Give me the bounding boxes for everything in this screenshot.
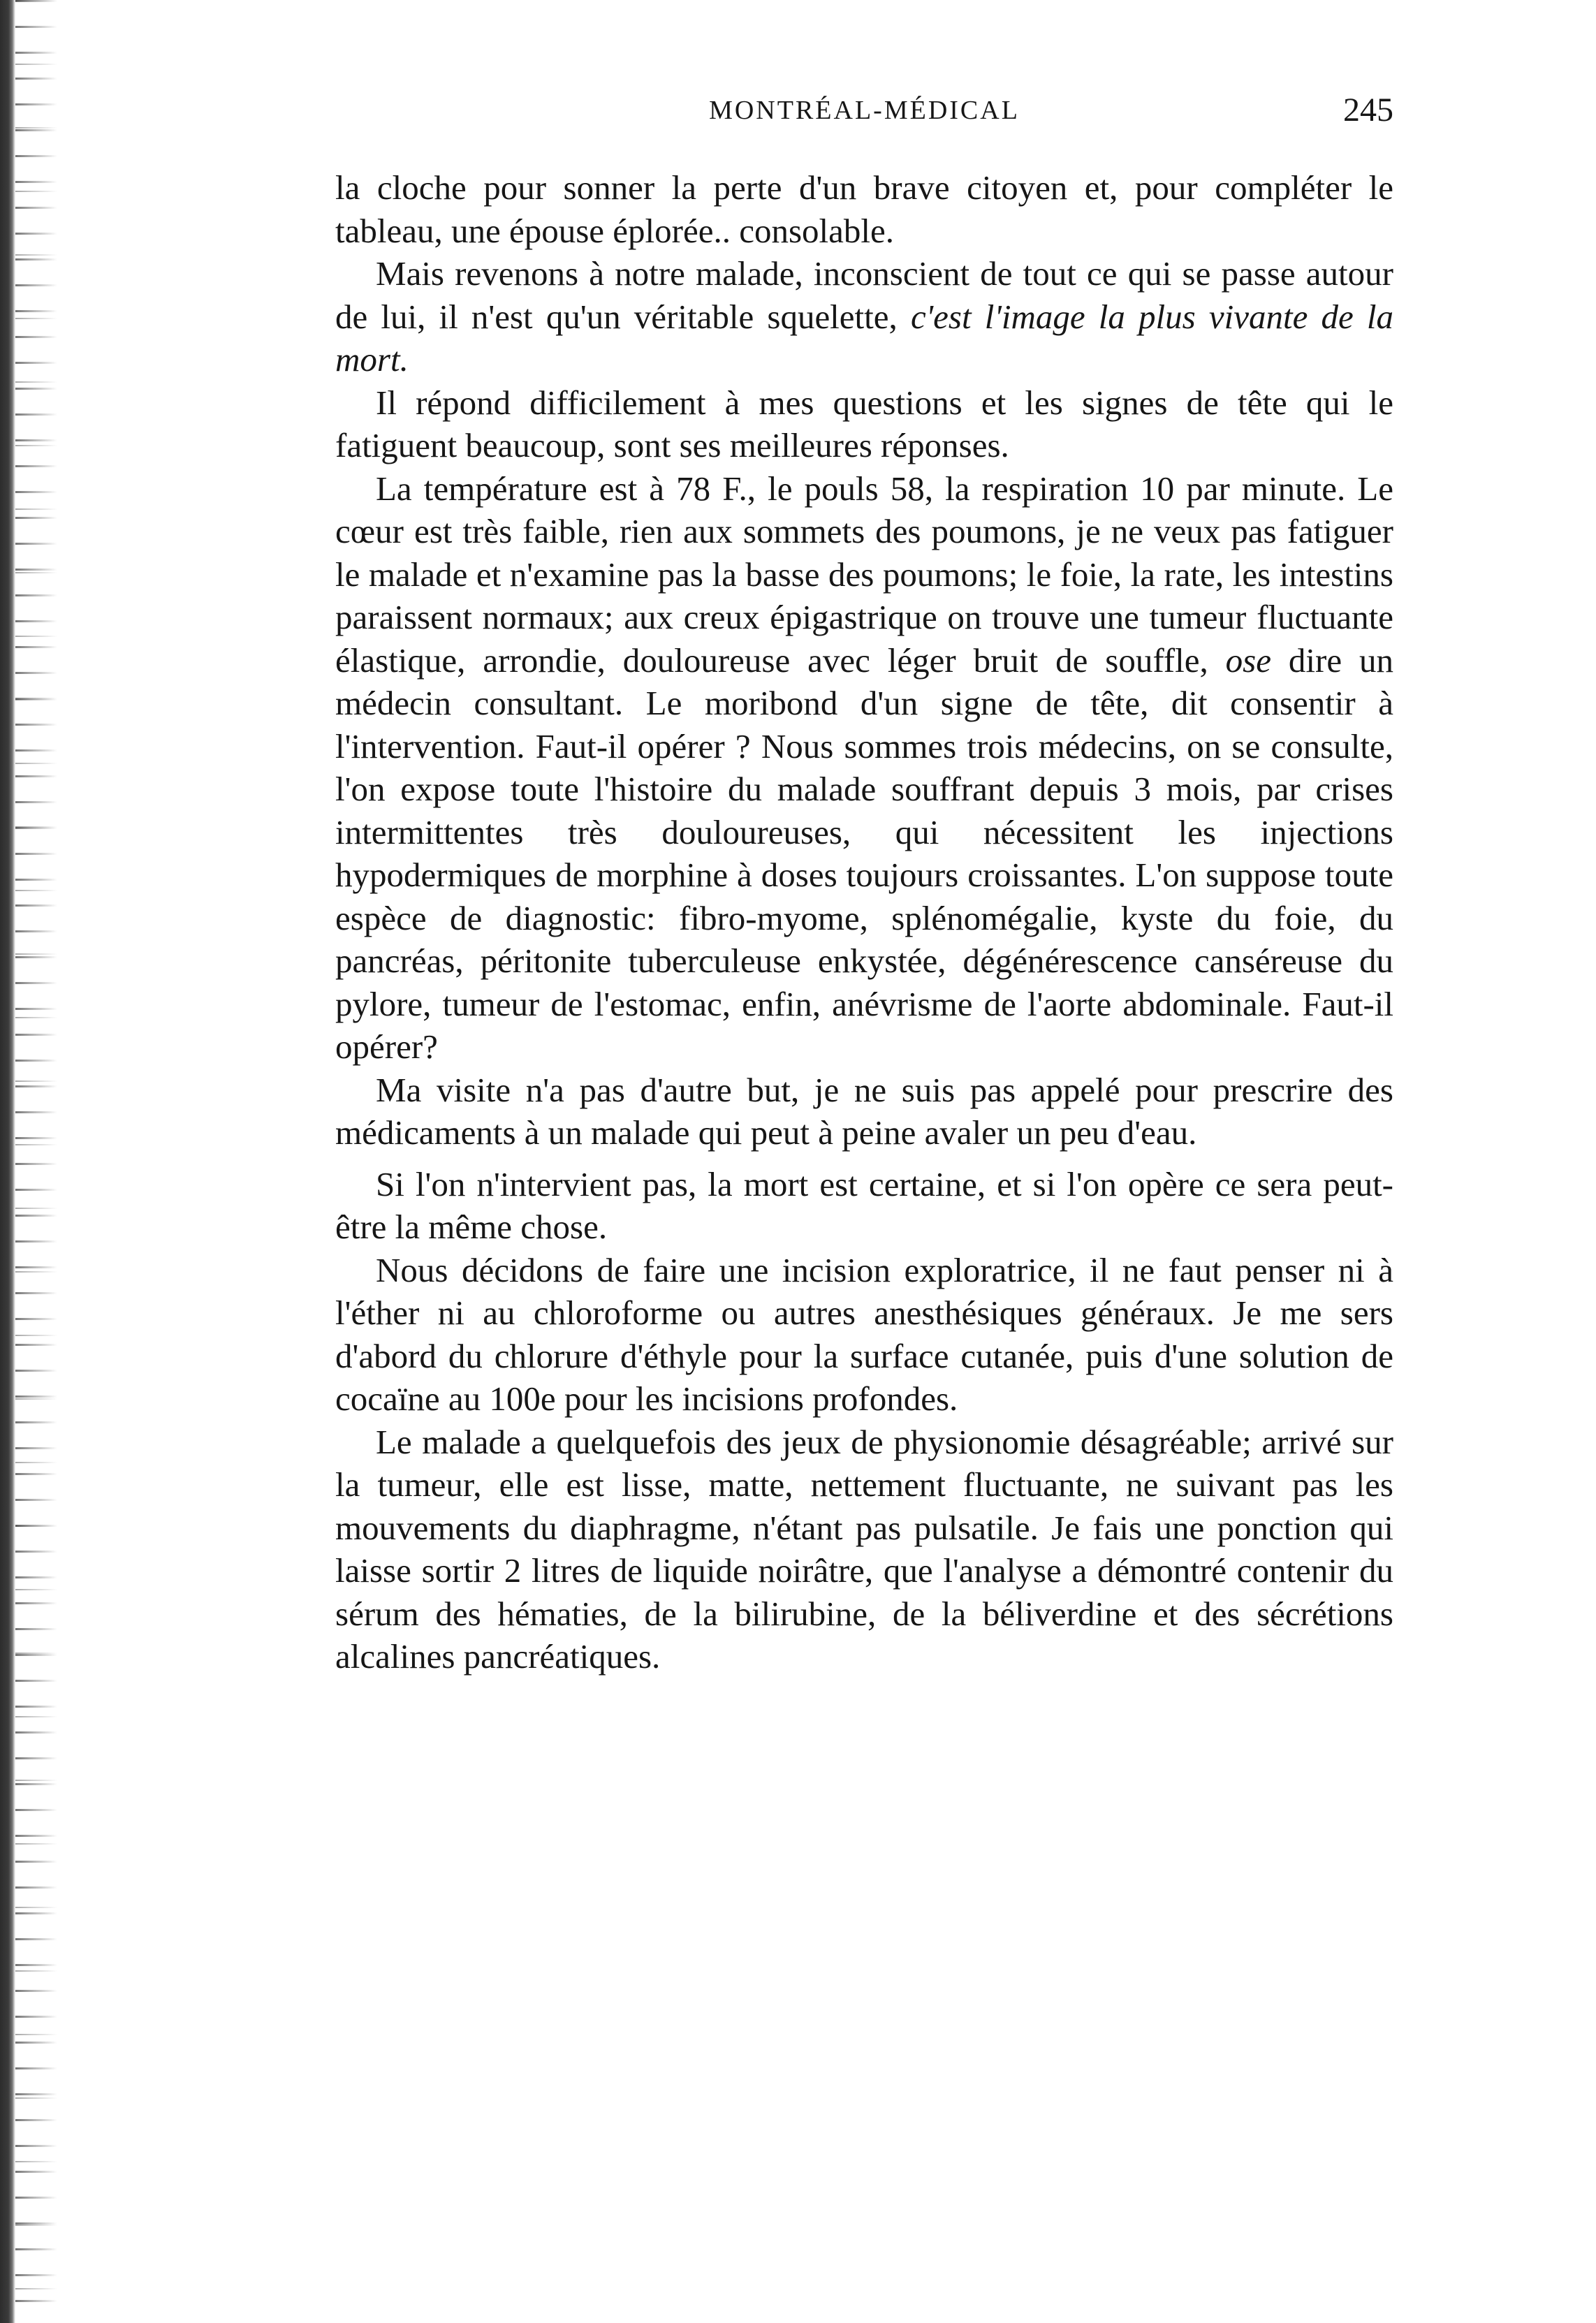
paragraph-6: [335, 1163, 1393, 1249]
paragraph-7: [335, 1249, 1393, 1421]
paragraph-8: [335, 1421, 1393, 1678]
paragraph-2: [335, 252, 1393, 381]
italic-phrase: c'est l'image la plus vivante de la mort.: [335, 297, 1393, 379]
paragraph-text: Mais revenons à notre malade, inconscient de tout ce qui se passe autour de lui, il n'est qu'un véritable squelette,: [335, 254, 1393, 336]
page-number: 245: [1343, 91, 1393, 129]
paragraph-text: Si l'on n'intervient pas, la mort est certaine, et si l'on opère ce sera peut-être la même chose.: [335, 1164, 1393, 1246]
italic-word: ose: [1225, 640, 1271, 680]
paragraph-text: Nous décidons de faire une incision exploratrice, il ne faut penser ni à l'éther ni au chloroforme ou autres anesthésiques généraux. Je me sers d'abord du chlorure d'éthyle pour la surface cutanée, puis d'une solution de cocaïne au 100e pour les incisions profondes.: [335, 1250, 1393, 1418]
paragraph-text: La température est à 78 F., le pouls 58, la respiration 10 par minute. Le cœur est très faible, rien aux sommets des poumons, je ne veux pas fatiguer le malade et n'examine pas la basse des poumons; le foie, la rate, les intestins paraissent normaux; aux creux épigastrique on trouve une tumeur fluctuante élastique, arrondie, douloureuse avec léger bruit de souffle,: [335, 469, 1393, 680]
paragraph-1: [335, 166, 1393, 252]
running-head: MONTRÉAL-MÉDICAL: [709, 96, 1020, 125]
binding-shadow: [0, 0, 15, 2323]
paragraph-text: Le malade a quelquefois des jeux de physionomie désagréable; arrivé sur la tumeur, elle est lisse, matte, nettement fluctuante, ne suivant pas les mouvements du diaphragme, n'étant pas pulsatile. Je fais une ponction qui laisse sortir 2 litres de liquide noirâtre, que l'analyse a démontré contenir du sérum des hématies, de la bilirubine, de la béliverdine et des sécrétions alcalines pancréatiques.: [335, 1422, 1393, 1676]
paragraph-text: Ma visite n'a pas d'autre but, je ne suis pas appelé pour prescrire des médicaments à un malade qui peut à peine avaler un peu d'eau.: [335, 1070, 1393, 1152]
body-text: [335, 166, 1393, 1678]
paragraph-text: Il répond difficilement à mes questions et les signes de tête qui le fatiguent beaucoup, sont ses meilleures réponses.: [335, 383, 1393, 464]
binding-edge-speckle: [15, 0, 57, 2323]
page-header: [335, 82, 1393, 138]
paragraph-3: [335, 381, 1393, 467]
paragraph-5: [335, 1069, 1393, 1155]
paragraph-text: la cloche pour sonner la perte d'un brave citoyen et, pour compléter le tableau, une épouse éplorée.. consolable.: [335, 168, 1393, 250]
paragraph-text: dire un médecin consultant. Le moribond d'un signe de tête, dit consentir à l'intervention. Faut-il opérer ? Nous sommes trois médecins, on se consulte, l'on expose toute l'histoire du malade souffrant depuis 3 mois, par crises intermittentes très douloureuses, qui nécessitent les injections hypodermiques de morphine à doses toujours croissantes. L'on suppose toute espèce de diagnostic: fibro-myome, splénomégalie, kyste du foie, du pancréas, péritonite tuberculeuse enkystée, dégénérescence canséreuse du pylore, tumeur de l'estomac, enfin, anévrisme de l'aorte abdominale. Faut-il opérer?: [335, 640, 1394, 1066]
paragraph-4: [335, 467, 1393, 1069]
